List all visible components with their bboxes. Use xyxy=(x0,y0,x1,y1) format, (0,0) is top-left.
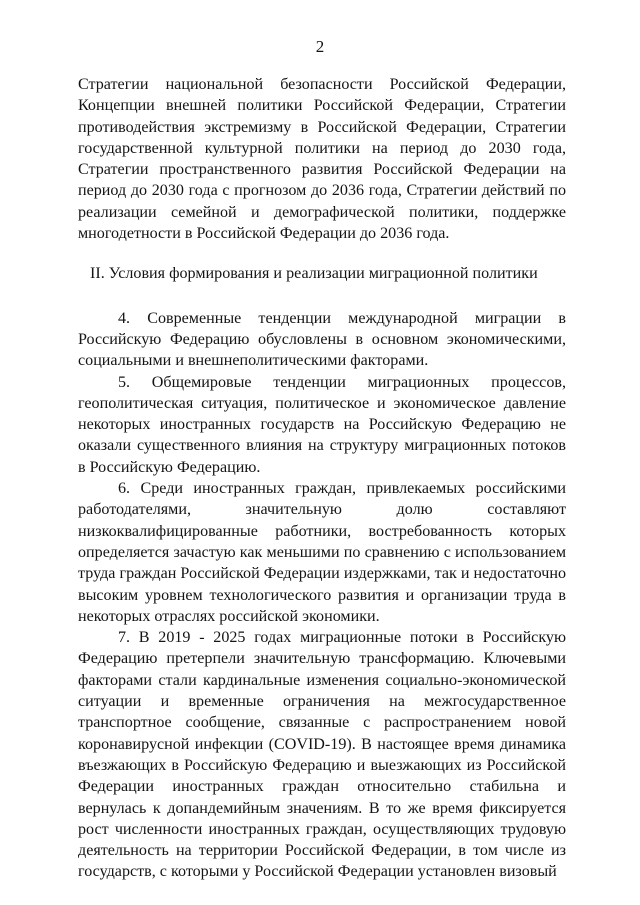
page-number: 2 xyxy=(315,37,325,56)
paragraph-4: 4. Современные тенденции международной миграции в Российскую Федерацию обусловлены в основном экономическими, социальными и внешнеполитическими факторами. xyxy=(78,309,566,370)
paragraph-7: 7. В 2019 - 2025 годах миграционные потоки в Российскую Федерацию претерпели значительную трансформацию. Ключевыми факторами стали кардинальные изменения социально-экономической ситуации и временные ограничения на межгосударственное транспортное сообщение, связанные с распространением новой коронавирусной инфекции (COVID-19). В настоящее время динамика въезжающих в Российскую Федерацию и выезжающих из Российской Федерации иностранных граждан относительно стабильна и вернулась к допандемийным значениям. В то же время фиксируется рост численности иностранных граждан, осуществляющих трудовую деятельность на территории Российской Федерации, в том числе из государств, с которыми у Российской Федерации установлен визовый xyxy=(78,629,566,881)
section-heading: II. Условия формирования и реализации миграционной политики xyxy=(90,265,538,283)
intro-paragraph: Стратегии национальной безопасности Российской Федерации, Концепции внешней политики Российской Федерации, Стратегии противодействия экстремизму в Российской Федерации, Стратегии государственной культурной политики на период до 2030 года, Стратегии пространственного развития Российской Федерации на период до 2030 года с прогнозом до 2036 года, Стратегии действий по реализации семейной и демографической политики, поддержке многодетности в Российской Федерации до 2036 года. xyxy=(78,76,566,243)
document-body xyxy=(78,74,566,883)
paragraph-6: 6. Среди иностранных граждан, привлекаемых российскими работодателями, значительную долю составляют низкоквалифицированные работники, востребованность которых определяется зачастую как меньшими по сравнению с использованием труда граждан Российской Федерации издержками, так и недостаточно высоким уровнем технологического развития и организации труда в некоторых отраслях российской экономики. xyxy=(78,480,566,625)
paragraph-5: 5. Общемировые тенденции миграционных процессов, геополитическая ситуация, политическое и экономическое давление некоторых иностранных государств на Российскую Федерацию не оказали существенного влияния на структуру миграционных потоков в Российскую Федерацию. xyxy=(78,373,566,476)
